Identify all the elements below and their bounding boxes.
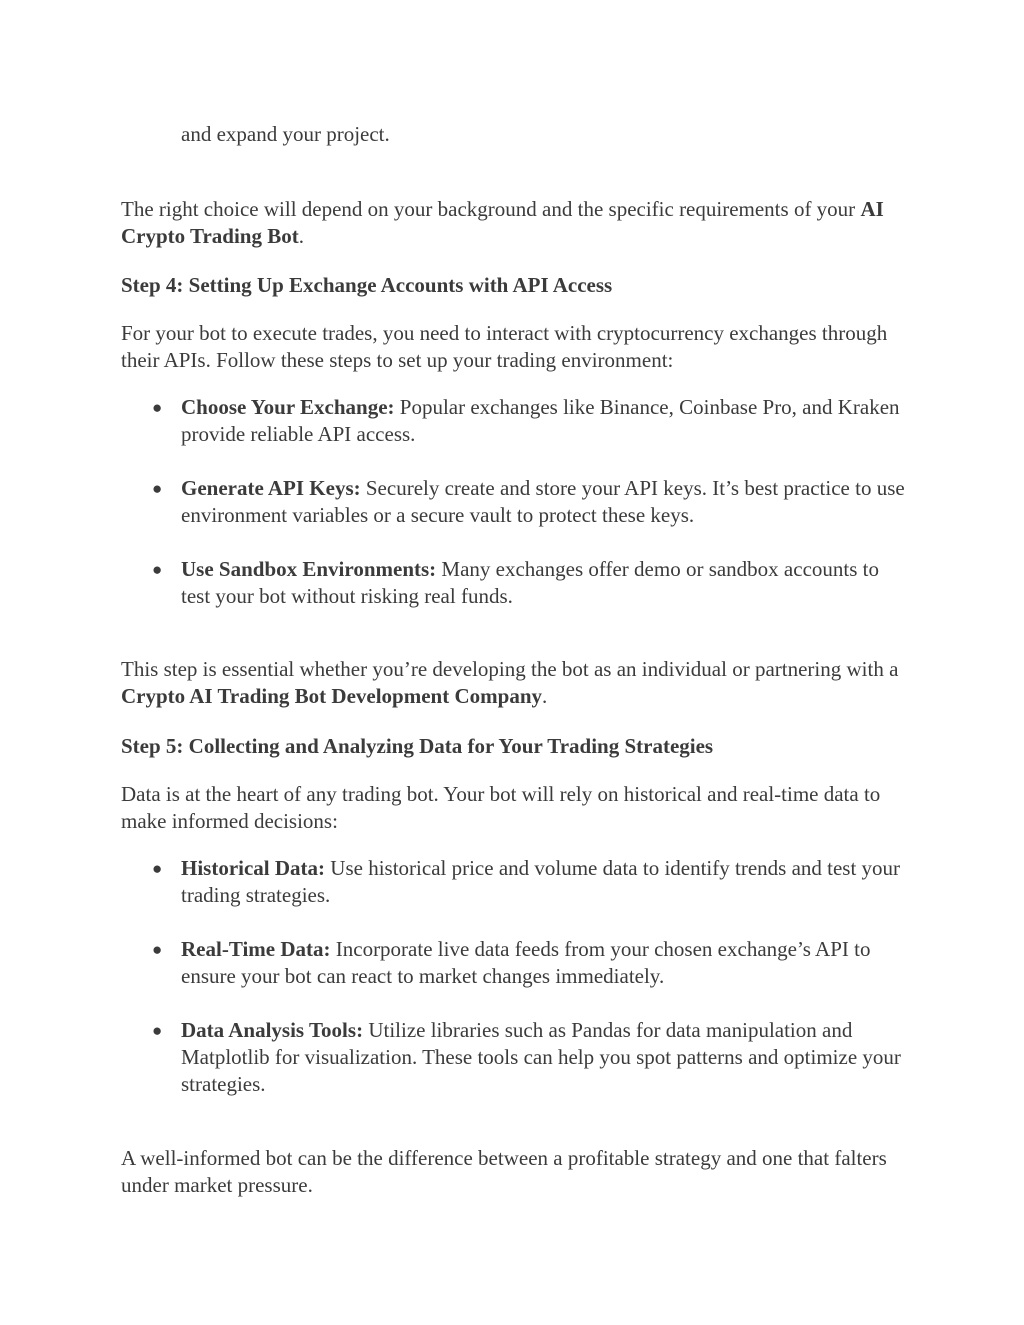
list-item: ● Choose Your Exchange: Popular exchanges like Binance, Coinbase Pro, and Kraken provide reliable API access. (152, 395, 900, 446)
list-item: ● Data Analysis Tools: Utilize libraries such as Pandas for data manipulation and Matplotlib for visualization. These tools can help you spot patterns and optimize your strategies. (152, 1018, 901, 1096)
list-item: ● Historical Data: Use historical price and volume data to identify trends and test your trading strategies. (152, 856, 901, 907)
list-item: ● Generate API Keys: Securely create and store your API keys. It’s best practice to use environment variables or a secure vault to protect these keys. (152, 476, 905, 527)
step5-bullet-list (121, 855, 911, 1125)
step4-closing: This step is essential whether you’re developing the bot as an individual or partnering with a Crypto AI Trading Bot Development Company. (121, 657, 899, 708)
step5-heading: Step 5: Collecting and Analyzing Data for Your Trading Strategies (121, 734, 714, 758)
bullet-icon: ● (152, 940, 163, 959)
continuation-text: and expand your project. (181, 122, 390, 146)
list-item: ● Use Sandbox Environments: Many exchanges offer demo or sandbox accounts to test your bot without risking real funds. (152, 557, 879, 608)
bullet-icon: ● (152, 398, 163, 417)
bullet-icon: ● (152, 479, 163, 498)
step5-intro: Data is at the heart of any trading bot. Your bot will rely on historical and real-time data to make informed decisions: (121, 782, 881, 833)
emphasis-development-company: Crypto AI Trading Bot Development Company (121, 684, 542, 708)
emphasis-ai-crypto-trading-bot: AI Crypto Trading Bot (121, 197, 884, 248)
step5-closing: A well-informed bot can be the difference between a profitable strategy and one that falters under market pressure. (121, 1146, 887, 1197)
bullet-icon: ● (152, 1021, 163, 1040)
paragraph-right-choice: The right choice will depend on your background and the specific requirements of your AI Crypto Trading Bot. (121, 197, 884, 248)
bullet-icon: ● (152, 859, 163, 878)
step4-heading: Step 4: Setting Up Exchange Accounts with API Access (121, 273, 613, 297)
step4-intro: For your bot to execute trades, you need to interact with cryptocurrency exchanges through their APIs. Follow these steps to set up your trading environment: (121, 321, 888, 372)
bullet-icon: ● (152, 560, 163, 579)
list-item: ● Real-Time Data: Incorporate live data feeds from your chosen exchange’s API to ensure your bot can react to market changes immediately. (152, 937, 871, 988)
step4-bullet-list (121, 394, 911, 637)
